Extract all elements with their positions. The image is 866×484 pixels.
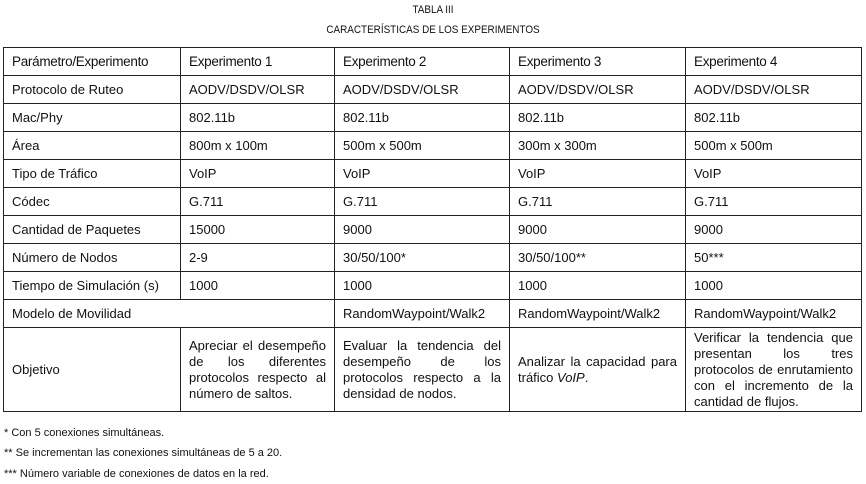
value-cell: AODV/DSDV/OLSR <box>181 76 335 104</box>
value-cell: 802.11b <box>510 104 686 132</box>
header-cell: Experimento 3 <box>510 48 686 76</box>
value-cell: AODV/DSDV/OLSR <box>510 76 686 104</box>
objective-text: Analizar la capacidad para tráfico <box>518 353 677 385</box>
value-cell: Evaluar la tendencia del desempeño de los protocolos respecto a la densidad de nodos. <box>335 328 510 412</box>
value-cell: 9000 <box>686 216 862 244</box>
parameter-cell: Objetivo <box>4 328 181 412</box>
header-cell: Parámetro/Experimento <box>4 48 181 76</box>
table-row <box>4 160 862 188</box>
value-cell: 500m x 500m <box>335 132 510 160</box>
value-cell: RandomWaypoint/Walk2 <box>686 300 862 328</box>
parameter-cell: Tiempo de Simulación (s) <box>4 272 181 300</box>
table-caption: CARACTERÍSTICAS DE LOS EXPERIMENTOS <box>326 24 540 36</box>
parameter-cell: Área <box>4 132 181 160</box>
value-cell <box>510 328 686 412</box>
experiments-table <box>3 47 862 412</box>
value-cell: 30/50/100** <box>510 244 686 272</box>
value-cell: 1000 <box>181 272 335 300</box>
objective-text: . <box>584 369 589 385</box>
table-label: TABLA III <box>412 4 454 16</box>
value-cell: 300m x 300m <box>510 132 686 160</box>
table-row <box>4 272 862 300</box>
header-cell: Experimento 4 <box>686 48 862 76</box>
table-row <box>4 244 862 272</box>
value-cell: VoIP <box>335 160 510 188</box>
value-cell: 1000 <box>686 272 862 300</box>
value-cell: 1000 <box>335 272 510 300</box>
value-cell: VoIP <box>510 160 686 188</box>
footnote: *** Número variable de conexiones de datos en la red. <box>4 468 269 480</box>
value-cell: 15000 <box>181 216 335 244</box>
value-cell: 9000 <box>510 216 686 244</box>
footnote: ** Se incrementan las conexiones simultáneas de 5 a 20. <box>4 447 283 459</box>
parameter-cell: Protocolo de Ruteo <box>4 76 181 104</box>
value-cell: 800m x 100m <box>181 132 335 160</box>
value-cell: VoIP <box>686 160 862 188</box>
value-cell: RandomWaypoint/Walk2 <box>510 300 686 328</box>
value-cell: G.711 <box>510 188 686 216</box>
table-row-mobility <box>4 300 862 328</box>
value-cell: Verificar la tendencia que presentan los tres protocolos de enrutamiento con el incremento de la cantidad de flujos. <box>686 328 862 412</box>
value-cell: Apreciar el desempeño de los diferentes protocolos respecto al número de saltos. <box>181 328 335 412</box>
value-cell: 9000 <box>335 216 510 244</box>
value-cell: VoIP <box>181 160 335 188</box>
parameter-cell: Modelo de Movilidad <box>4 300 335 328</box>
value-cell: G.711 <box>686 188 862 216</box>
footnote: * Con 5 conexiones simultáneas. <box>4 427 165 439</box>
parameter-cell: Cantidad de Paquetes <box>4 216 181 244</box>
table-row <box>4 132 862 160</box>
value-cell: 500m x 500m <box>686 132 862 160</box>
objective-text-italic: VoIP <box>557 369 585 385</box>
value-cell: 2-9 <box>181 244 335 272</box>
parameter-cell: Tipo de Tráfico <box>4 160 181 188</box>
table-row <box>4 188 862 216</box>
parameter-cell: Número de Nodos <box>4 244 181 272</box>
value-cell: G.711 <box>181 188 335 216</box>
header-cell: Experimento 2 <box>335 48 510 76</box>
table-row <box>4 216 862 244</box>
table-row-objective <box>4 328 862 412</box>
value-cell: AODV/DSDV/OLSR <box>686 76 862 104</box>
table-row <box>4 104 862 132</box>
parameter-cell: Mac/Phy <box>4 104 181 132</box>
value-cell: G.711 <box>335 188 510 216</box>
header-row <box>4 48 862 76</box>
value-cell: 802.11b <box>686 104 862 132</box>
value-cell: 802.11b <box>181 104 335 132</box>
value-cell: 50*** <box>686 244 862 272</box>
parameter-cell: Códec <box>4 188 181 216</box>
value-cell: 30/50/100* <box>335 244 510 272</box>
value-cell: RandomWaypoint/Walk2 <box>335 300 510 328</box>
value-cell: 802.11b <box>335 104 510 132</box>
table-row <box>4 76 862 104</box>
header-cell: Experimento 1 <box>181 48 335 76</box>
value-cell: AODV/DSDV/OLSR <box>335 76 510 104</box>
value-cell: 1000 <box>510 272 686 300</box>
